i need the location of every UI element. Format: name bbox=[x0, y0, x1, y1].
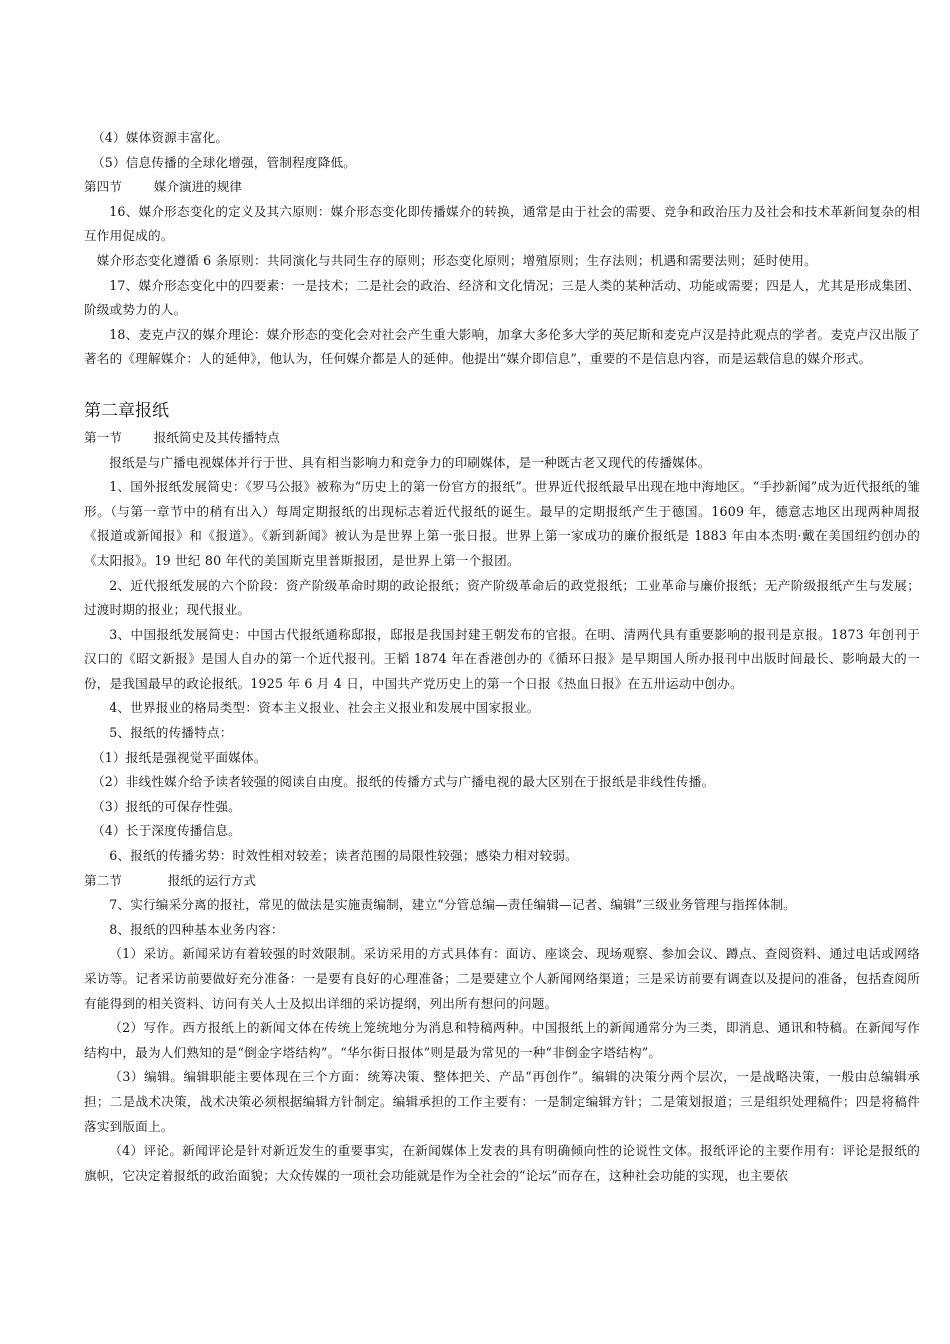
paragraph-3: 3、中国报纸发展简史：中国古代报纸通称邸报，邸报是我国封建王朝发布的官报。在明、清两代具有重要影响的报刊是京报。1873 年创刊于汉口的《昭文新报》是国人自办的第一个近代报刊。王韬 1874 年在香港创办的《循环日报》是早期国人所办报刊中出版时间最长、影响最大的一份，是我国最早的政论报纸。1925 年 6 月 4 日，中国共产党历史上的第一个日报《热血日报》在五卅运动中创办。 bbox=[84, 626, 920, 691]
paragraph-4: 4、世界报业的格局类型：资本主义报业、社会主义报业和发展中国家报业。 bbox=[109, 700, 540, 716]
section-heading-2 bbox=[84, 869, 920, 894]
list-item-media-resources: （4）媒体资源丰富化。 bbox=[92, 130, 229, 145]
paragraph-8-interview: （1）采访。新闻采访有着较强的时效限制。采访采用的方式具体有：面访、座谈会、现场观察、参加会议、蹲点、查阅资料、通过电话或网络采访等。记者采访前要做好充分准备：一是要有良好的心理准备；二是要建立个人新闻网络渠道；三是采访前要有调查以及提问的准备，包括查阅所有能得到的相关资料、访问有关人士及拟出详细的采访提纲，列出所有想问的问题。 bbox=[84, 946, 920, 1011]
section-title: 报纸简史及其传播特点 bbox=[153, 429, 280, 445]
section-label: 第四节 bbox=[84, 179, 122, 195]
list-item-globalization: （5）信息传播的全球化增强，管制程度降低。 bbox=[92, 154, 357, 170]
document-page bbox=[84, 126, 920, 1188]
chapter-title: 第二章报纸 bbox=[84, 400, 169, 421]
list-item: （1）报纸是强视觉平面媒体。 bbox=[92, 749, 267, 765]
paragraph-1: 1、国外报纸发展简史：《罗马公报》被称为“历史上的第一份官方的报纸”。世界近代报纸最早出现在地中海地区。“手抄新闻”成为近代报纸的雏形。（与第一章节中的稍有出入）每周定期报纸的出现标志着近代报纸的诞生。最早的定期报纸产生于德国。1609 年，德意志地区出现两种周报《报道或新闻报》和《报道》。《新到新闻》被认为是世界上第一张日报。世界上第一家成功的廉价报纸是 1883 年由本杰明·戴在美国纽约创办的《太阳报》。19 世纪 80 年代的美国斯克里普斯报团，是世界上第一个报团。 bbox=[84, 479, 920, 568]
paragraph-6: 6、报纸的传播劣势：时效性相对较差；读者范围的局限性较强；感染力相对较弱。 bbox=[109, 848, 578, 864]
paragraph-7: 7、实行编采分离的报社，常见的做法是实施责编制，建立“分管总编—责任编辑—记者、编辑”三级业务管理与指挥体制。 bbox=[109, 897, 796, 913]
paragraph-2: 2、近代报纸发展的六个阶段：资产阶级革命时期的政论报纸；资产阶级革命后的政党报纸；工业革命与廉价报纸；无产阶级报纸产生与发展；过渡时期的报业；现代报业。 bbox=[84, 577, 920, 618]
paragraph-intro: 报纸是与广播电视媒体并行于世、具有相当影响力和竞争力的印刷媒体，是一种既古老又现代的传播媒体。 bbox=[109, 454, 711, 470]
section-heading-4 bbox=[84, 175, 920, 200]
paragraph-8-writing: （2）写作。西方报纸上的新闻文体在传统上笼统地分为消息和特稿两种。中国报纸上的新闻通常分为三类，即消息、通讯和特稿。在新闻写作结构中，最为人们熟知的是“倒金字塔结构”。“华尔街日报体”则是最为常见的一种“非倒金字塔结构”。 bbox=[84, 1020, 920, 1060]
list-item: （4）长于深度传播信息。 bbox=[92, 823, 241, 839]
paragraph-17: 17、媒介形态变化中的四要素：一是技术；二是社会的政治、经济和文化情况；三是人类的某种活动、功能或需要；四是人，尤其是形成集团、阶级或势力的人。 bbox=[84, 277, 920, 318]
list-item: （3）报纸的可保存性强。 bbox=[92, 798, 241, 814]
section-label: 第二节 bbox=[84, 872, 122, 888]
paragraph-5: 5、报纸的传播特点： bbox=[109, 725, 233, 741]
section-label: 第一节 bbox=[84, 429, 122, 445]
paragraph-8-commentary: （4）评论。新闻评论是针对新近发生的重要事实，在新闻媒体上发表的具有明确倾向性的论说性文体。报纸评论的主要作用有：评论是报纸的旗帜，它决定着报纸的政治面貌；大众传媒的一项社会功能就是作为全社会的“论坛”而存在，这种社会功能的实现，也主要依 bbox=[84, 1143, 920, 1183]
paragraph-8: 8、报纸的四种基本业务内容： bbox=[109, 921, 284, 937]
section-title: 报纸的运行方式 bbox=[167, 872, 256, 888]
paragraph-8-editing: （3）编辑。编辑职能主要体现在三个方面：统筹决策、整体把关、产品“再创作”。编辑的决策分两个层次，一是战略决策，一般由总编辑承担；二是战术决策，战术决策必须根据编辑方针制定。编辑承担的工作主要有：一是制定编辑方针；二是策划报道；三是组织处理稿件；四是将稿件落实到版面上。 bbox=[84, 1069, 920, 1134]
paragraph-16-rules: 媒介形态变化遵循 6 条原则：共同演化与共同生存的原则；形态变化原则；增殖原则；生存法则；机遇和需要法则；延时使用。 bbox=[96, 252, 817, 268]
paragraph-16: 16、媒介形态变化的定义及其六原则：媒介形态变化即传播媒介的转换，通常是由于社会的需要、竞争和政治压力及社会和技术革新间复杂的相互作用促成的。 bbox=[84, 203, 920, 244]
list-item: （2）非线性媒介给予读者较强的阅读自由度。报纸的传播方式与广播电视的最大区别在于报纸是非线性传播。 bbox=[92, 774, 715, 790]
paragraph-18: 18、麦克卢汉的媒介理论：媒介形态的变化会对社会产生重大影响，加拿大多伦多大学的英尼斯和麦克卢汉是持此观点的学者。麦克卢汉出版了著名的《理解媒介：人的延伸》，他认为，任何媒介都是人的延伸。他提出“媒介即信息”，重要的不是信息内容，而是运载信息的媒介形式。 bbox=[84, 326, 920, 367]
section-title: 媒介演进的规律 bbox=[153, 179, 242, 195]
section-heading-1 bbox=[84, 426, 920, 451]
